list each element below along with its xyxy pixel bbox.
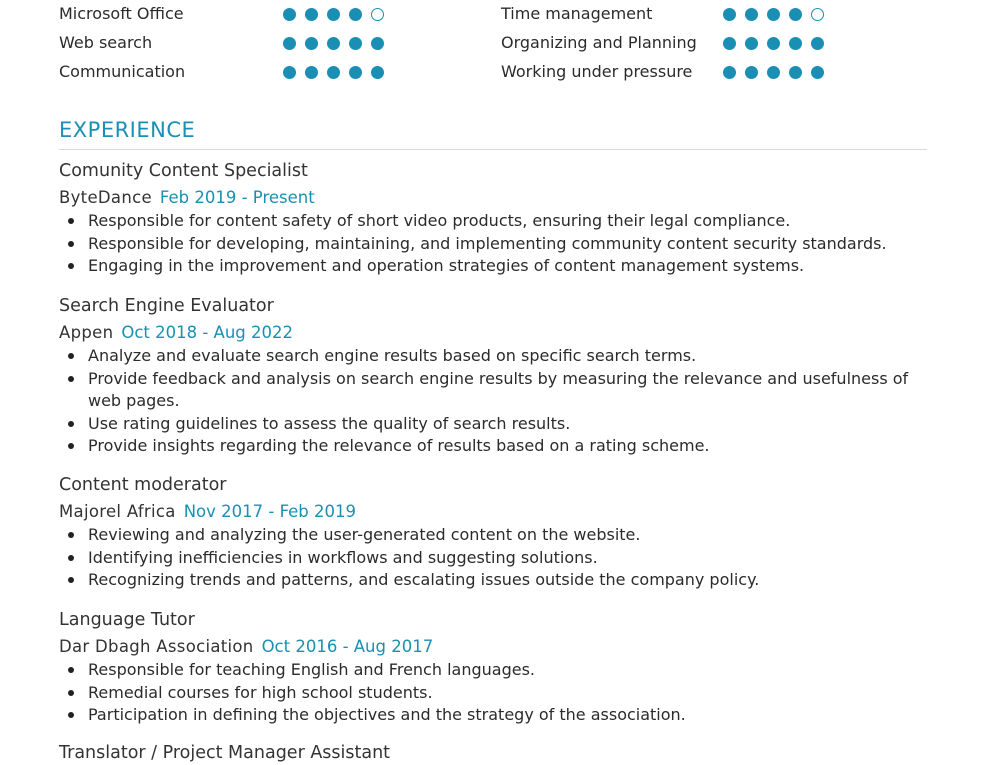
rating-dot-filled-icon: [305, 66, 318, 79]
rating-dot-filled-icon: [283, 37, 296, 50]
rating-dot-filled-icon: [305, 8, 318, 21]
bullet-icon: [68, 667, 74, 673]
skill-name: Communication: [59, 62, 186, 81]
skill-row: [501, 2, 901, 31]
bullet-text: Responsible for developing, maintaining, and implementing community content security standards.: [88, 233, 887, 253]
rating-dot-filled-icon: [283, 66, 296, 79]
skill-name: Web search: [59, 33, 153, 52]
bullet-icon: [68, 532, 74, 538]
bullet-item: [59, 233, 927, 256]
job-title: Comunity Content Specialist: [59, 161, 308, 181]
bullet-item: [59, 255, 927, 278]
skills-right-column: [501, 2, 901, 89]
company-name: ByteDance: [59, 188, 152, 207]
bullet-item: [59, 569, 927, 592]
rating-dot-filled-icon: [789, 66, 802, 79]
bullet-text: Reviewing and analyzing the user-generated content on the website.: [88, 525, 641, 544]
bullet-icon: [68, 555, 74, 561]
bullet-item: [59, 524, 927, 547]
bullet-item: [59, 210, 927, 233]
bullet-icon: [68, 443, 74, 449]
company-name: Dar Dbagh Association: [59, 637, 254, 656]
rating-dot-filled-icon: [283, 8, 296, 21]
skill-rating: [283, 37, 384, 51]
rating-dot-filled-icon: [811, 66, 824, 79]
bullet-item: [59, 345, 927, 368]
job-meta: [59, 635, 927, 659]
rating-dot-filled-icon: [371, 66, 384, 79]
rating-dot-filled-icon: [723, 66, 736, 79]
bullet-icon: [68, 353, 74, 359]
skill-row: [501, 31, 901, 60]
job-dates: Feb 2019 - Present: [159, 188, 315, 207]
skill-row: [59, 31, 459, 60]
skill-rating: [283, 66, 384, 80]
bullet-text: Participation in defining the objectives and the strategy of the association.: [88, 705, 686, 724]
bullet-icon: [68, 690, 74, 696]
rating-dot-filled-icon: [349, 8, 362, 21]
skill-rating: [723, 66, 824, 80]
rating-dot-filled-icon: [767, 8, 780, 21]
job-meta: [59, 186, 927, 210]
bullet-item: [59, 413, 927, 436]
rating-dot-filled-icon: [305, 37, 318, 50]
skill-name: Organizing and Planning: [501, 33, 697, 52]
rating-dot-filled-icon: [745, 66, 758, 79]
rating-dot-filled-icon: [327, 8, 340, 21]
job-bullets: [59, 524, 927, 592]
rating-dot-filled-icon: [789, 8, 802, 21]
job-dates: Oct 2018 - Aug 2022: [121, 323, 294, 342]
job-dates: Nov 2017 - Feb 2019: [183, 502, 357, 521]
bullet-item: [59, 435, 927, 458]
job-meta: [59, 321, 927, 345]
job-entry: [59, 294, 927, 458]
skill-rating: [283, 8, 384, 22]
job-entry: [59, 608, 927, 727]
skill-row: [59, 60, 459, 89]
rating-dot-filled-icon: [745, 8, 758, 21]
skill-rating: [723, 37, 824, 51]
bullet-icon: [68, 241, 74, 247]
section-divider: [59, 149, 927, 150]
rating-dot-filled-icon: [349, 66, 362, 79]
job-entry: [59, 473, 927, 592]
rating-dot-filled-icon: [371, 37, 384, 50]
bullet-icon: [68, 218, 74, 224]
skill-row: [59, 2, 459, 31]
bullet-text: Engaging in the improvement and operation strategies of content management systems.: [88, 256, 805, 275]
bullet-text: Responsible for teaching English and French languages.: [88, 660, 535, 679]
company-name: Majorel Africa: [59, 502, 176, 521]
bullet-item: [59, 704, 927, 727]
bullet-item: [59, 659, 927, 682]
experience-heading: EXPERIENCE: [59, 118, 196, 142]
bullet-item: [59, 547, 927, 570]
bullet-text: Recognizing trends and patterns, and escalating issues outside the company policy.: [88, 570, 760, 589]
job-title: Content moderator: [59, 475, 227, 495]
bullet-text: Remedial courses for high school students.: [88, 682, 433, 702]
bullet-icon: [68, 421, 74, 427]
job-dates: Oct 2016 - Aug 2017: [261, 637, 434, 656]
rating-dot-filled-icon: [811, 37, 824, 50]
company-name: Appen: [59, 323, 114, 342]
skill-row: [501, 60, 901, 89]
skill-name: Working under pressure: [501, 62, 693, 81]
job-bullets: [59, 345, 927, 458]
rating-dot-filled-icon: [745, 37, 758, 50]
bullet-item: [59, 682, 927, 705]
resume-page: [59, 0, 927, 763]
bullet-item: [59, 368, 927, 413]
bullet-text: Identifying inefficiencies in workflows and suggesting solutions.: [88, 547, 598, 567]
rating-dot-filled-icon: [767, 37, 780, 50]
skills-left-column: [59, 2, 459, 89]
bullet-text: Provide insights regarding the relevance of results based on a rating scheme.: [88, 436, 710, 455]
bullet-text: Responsible for content safety of short video products, ensuring their legal compliance.: [88, 211, 791, 230]
rating-dot-filled-icon: [789, 37, 802, 50]
rating-dot-filled-icon: [327, 37, 340, 50]
job-entry: [59, 159, 927, 278]
bullet-icon: [68, 376, 74, 382]
rating-dot-filled-icon: [723, 37, 736, 50]
job-title-partial: Translator / Project Manager Assistant: [59, 743, 391, 763]
job-bullets: [59, 210, 927, 278]
bullet-text: Provide feedback and analysis on search engine results by measuring the relevance and usefulness of web pages.: [88, 368, 909, 410]
rating-dot-empty-icon: [371, 8, 384, 21]
skill-name: Time management: [501, 4, 653, 23]
bullet-icon: [68, 263, 74, 269]
rating-dot-empty-icon: [811, 8, 824, 21]
rating-dot-filled-icon: [723, 8, 736, 21]
bullet-text: Use rating guidelines to assess the quality of search results.: [88, 413, 571, 433]
bullet-icon: [68, 712, 74, 718]
job-title: Search Engine Evaluator: [59, 296, 274, 316]
job-bullets: [59, 659, 927, 727]
bullet-text: Analyze and evaluate search engine results based on specific search terms.: [88, 346, 697, 365]
skill-rating: [723, 8, 824, 22]
rating-dot-filled-icon: [327, 66, 340, 79]
rating-dot-filled-icon: [767, 66, 780, 79]
job-meta: [59, 500, 927, 524]
bullet-icon: [68, 577, 74, 583]
job-title: Language Tutor: [59, 610, 195, 630]
skill-name: Microsoft Office: [59, 4, 184, 23]
rating-dot-filled-icon: [349, 37, 362, 50]
